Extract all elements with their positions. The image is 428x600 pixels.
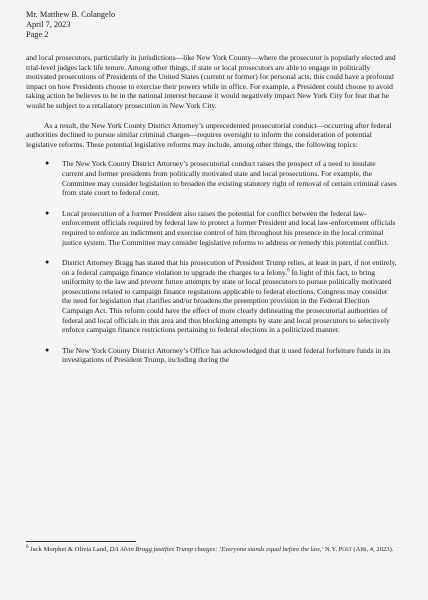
reform-topics-list bbox=[26, 159, 398, 365]
footnote-authors: Jack Morphet & Olivia Land, bbox=[28, 546, 110, 553]
letter-date: April 7, 2023 bbox=[26, 20, 71, 29]
topic-text: The New York County District Attorney’s Office has acknowledged that it used federal forfeiture funds in its investigations of President Trump, including during the bbox=[62, 345, 391, 365]
footnote-reference[interactable]: 6 bbox=[287, 268, 290, 274]
list-item bbox=[26, 159, 398, 197]
footnote-divider bbox=[26, 541, 136, 542]
list-item bbox=[26, 209, 398, 247]
footnote-marker: 6 bbox=[26, 544, 29, 550]
page-number: Page 2 bbox=[26, 30, 49, 39]
letter-header bbox=[26, 10, 398, 40]
recipient-name: Mr. Matthew B. Colangelo bbox=[26, 10, 116, 19]
topic-text: Local prosecution of a former President also raises the potential for conflict between the federal law-enforcement officials required by federal law to protect a former President and local law-enforcement officials required to enforce an indictment and exercise control of him throughout his presence in the local criminal justice system. The Committee may consider legislative reforms to address or remedy this potential conflict. bbox=[62, 208, 396, 247]
bullet-icon: ● bbox=[45, 258, 50, 267]
footnote-article-title: DA Alvin Bragg justifies Trump charges: ‘Everyone stands equal before the law,’ bbox=[109, 546, 324, 553]
bullet-icon: ● bbox=[45, 159, 50, 168]
topic-text: The New York County District Attorney’s prosecutorial conduct raises the prospect of a need to insulate current and former presidents from politically motivated state and local prosecutions. For example, the Committee may consider legislation to broaden the existing statutory right of removal of certain criminal cases from state court to federal court. bbox=[62, 159, 397, 198]
footnote-source: N.Y. Post (Apr. 4, 2023). bbox=[323, 546, 394, 553]
bullet-icon: ● bbox=[45, 208, 50, 217]
topic-text-continued: In light of this fact, to bring uniformity to the law and prevent future attempts by state or local prosecutors to pursue politically motivated prosecutions related to campaign finance regulations applicable to federal elections, Congress may consider the need for legislation that clarifies and/or broadens the preemption provision in the Federal Election Campaign Act. This reform could have the effect of more clearly delineating the prosecutorial authorities of federal and local officials in this area and thus blocking attempts by state and local prosecutors to selectively enforce campaign finance restrictions pertaining to federal elections in a politicized manner. bbox=[62, 267, 392, 335]
list-item bbox=[26, 258, 398, 335]
topic-text: District Attorney Bragg has stated that his prosecution of President Trump relies, at least in part, if not entirely, on a federal campaign finance violation to upgrade the charges to a felony. bbox=[62, 258, 397, 277]
list-item bbox=[26, 346, 398, 365]
bullet-icon: ● bbox=[45, 345, 50, 354]
footnote bbox=[26, 546, 398, 555]
continuation-paragraph: and local prosecutors, particularly in jurisdictions—like New York County—where the prosecutor is popularly elected and trial-level judges lack life tenure. Among other things, if state or local prosecutors are able to engage in politically motivated prosecutions of Presidents of the United States (current or former) for personal acts, this could have a profound impact on how Presidents choose to exercise their powers while in office. For example, a President could choose to avoid taking action he believes to be in the national interest because it would negatively impact New York City for fear that he would be subject to a retaliatory prosecution in New York City. bbox=[26, 53, 396, 110]
legislative-reforms-paragraph: As a result, the New York County District Attorney’s unprecedented prosecutorial conduct—occurring after federal authorities declined to pursue similar criminal charges—requires oversight to inform the consideration of potential legislative reforms. These potential legislative reforms may include, among other things, the following topics: bbox=[26, 120, 392, 149]
